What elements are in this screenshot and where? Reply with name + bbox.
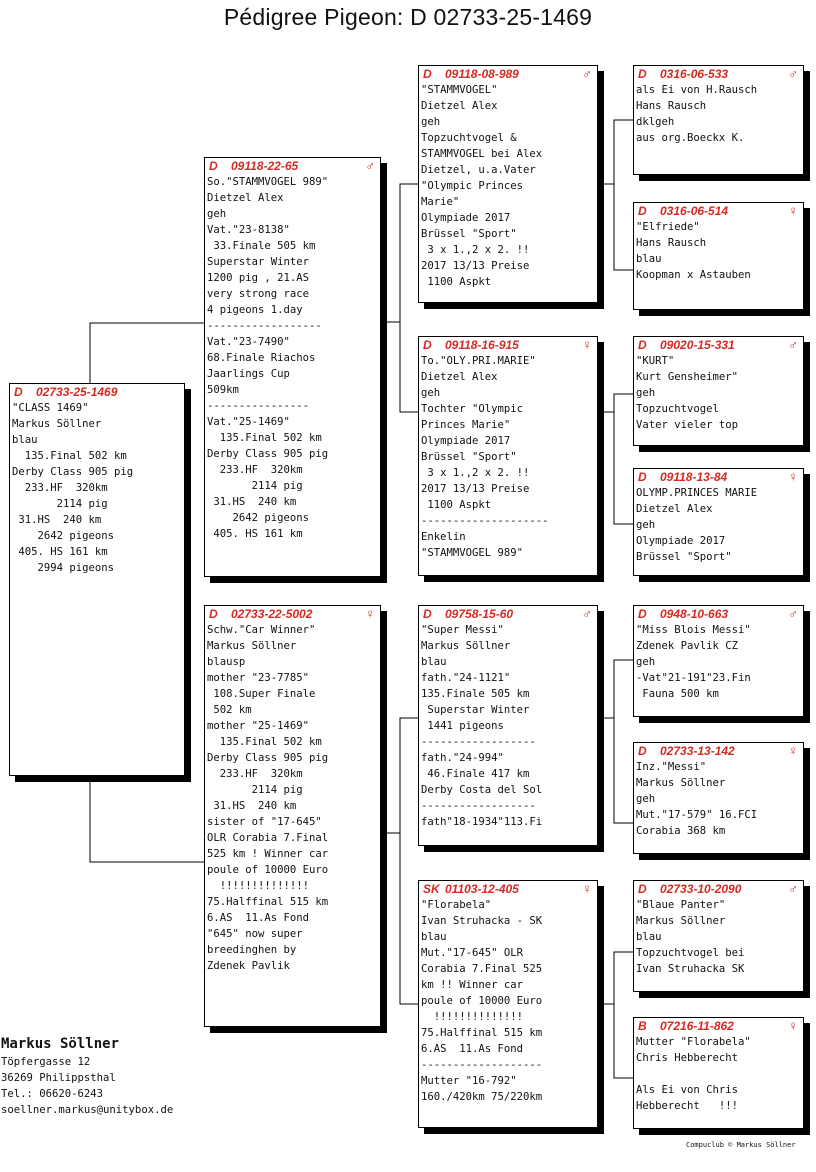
country-prefix: D: [14, 385, 23, 399]
male-icon: ♂: [788, 606, 798, 621]
pigeon-details: Inz."Messi" Markus Söllner geh Mut."17-579" 16.FCI Corabia 368 km: [636, 761, 758, 837]
pigeon-details: "Miss Blois Messi" Zdenek Pavlik CZ geh -Vat"21-191"23.Fin Fauna 500 km: [636, 624, 751, 700]
pigeon-details: "Elfriede" Hans Rausch blau Koopman x Astauben: [636, 221, 751, 281]
pigeon-card-ds-sire[interactable]: [633, 605, 804, 717]
card-header: [205, 158, 380, 174]
card-header: [419, 66, 597, 82]
ring-number: 0316-06-533: [660, 67, 729, 81]
country-prefix: D: [209, 607, 218, 621]
pigeon-card-sd-sire[interactable]: [633, 336, 804, 446]
pigeon-details: To."OLY.PRI.MARIE" Dietzel Alex geh Tochter "Olympic Princes Marie" Olympiade 2017 Brüssel "Sport" 3 x 1.,2 x 2. !! 2017 13/13 Preise 1100 Aspkt -------------------- Enkelin "STAMMVOGEL 989": [421, 355, 549, 559]
pigeon-card-sire[interactable]: [204, 157, 381, 577]
pigeon-details: "Super Messi" Markus Söllner blau fath."24-1121" 135.Finale 505 km Superstar Winter 1441 pigeons ------------------ fath."24-994" 46.Finale 417 km Derby Costa del Sol ------------------ fath"18-1934"113.Fi: [421, 624, 543, 828]
male-icon: ♂: [788, 66, 798, 81]
card-header: [205, 606, 380, 622]
pigeon-card-ss-dam[interactable]: [633, 202, 804, 310]
female-icon: ♀: [582, 881, 592, 896]
owner-street: Töpfergasse 12: [1, 1056, 91, 1068]
ring-number: 01103-12-405: [445, 882, 519, 896]
ring-number: 09118-16-915: [445, 338, 519, 352]
card-header: [634, 606, 803, 622]
ring-number: 02733-10-2090: [660, 882, 742, 896]
country-prefix: D: [638, 470, 647, 484]
country-prefix: D: [638, 744, 647, 758]
owner-email: soellner.markus@unitybox.de: [1, 1104, 174, 1116]
country-prefix: D: [638, 607, 647, 621]
country-prefix: D: [423, 338, 432, 352]
country-prefix: SK: [423, 882, 440, 896]
pigeon-card-sd-dam[interactable]: [633, 468, 804, 576]
country-prefix: D: [423, 67, 432, 81]
pigeon-details: "Florabela" Ivan Struhacka - SK blau Mut."17-645" OLR Corabia 7.Final 525 km !! Winner car poule of 10000 Euro !!!!!!!!!!!!!! 75.Halffinal 515 km 6.AS 11.As Fond ------------------- Mutter "16-792" 160./420km 75/220km: [421, 899, 543, 1103]
ring-number: 02733-25-1469: [36, 385, 118, 399]
pigeon-details: "CLASS 1469" Markus Söllner blau 135.Final 502 km Derby Class 905 pig 233.HF 320km 2114 pig 31.HS 240 km 2642 pigeons 405. HS 161 km 2994 pigeons: [12, 402, 134, 574]
card-header: [634, 1018, 803, 1034]
female-icon: ♀: [788, 203, 798, 218]
ring-number: 09118-08-989: [445, 67, 519, 81]
card-header: [634, 337, 803, 353]
ring-number: 09020-15-331: [660, 338, 735, 352]
card-header: [634, 881, 803, 897]
ring-number: 02733-22-5002: [231, 607, 313, 621]
pigeon-details: OLYMP.PRINCES MARIE Dietzel Alex geh Olympiade 2017 Brüssel "Sport": [636, 487, 758, 563]
card-header: [419, 337, 597, 353]
female-icon: ♀: [788, 469, 798, 484]
pigeon-details: "Blaue Panter" Markus Söllner blau Topzuchtvogel bei Ivan Struhacka SK: [636, 899, 745, 975]
pigeon-card-ds-dam[interactable]: [633, 742, 804, 854]
female-icon: ♀: [365, 606, 375, 621]
card-header: [419, 606, 597, 622]
pigeon-details: "KURT" Kurt Gensheimer" geh Topzuchtvogel Vater vieler top: [636, 355, 739, 431]
owner-city: 36269 Philippsthal: [1, 1072, 116, 1084]
pigeon-card-ss-sire[interactable]: [633, 65, 804, 175]
pigeon-details: Mutter "Florabela" Chris Hebberecht Als Ei von Chris Hebberecht !!!: [636, 1036, 751, 1112]
female-icon: ♀: [582, 337, 592, 352]
card-header: [10, 384, 184, 400]
ring-number: 0316-06-514: [660, 204, 729, 218]
card-header: [634, 469, 803, 485]
pigeon-card-subject[interactable]: [9, 383, 185, 776]
ring-number: 09118-13-84: [660, 470, 728, 484]
pigeon-card-dam-dam[interactable]: [418, 880, 598, 1128]
footer-credit: Compuclub © Markus Söllner: [686, 1141, 796, 1149]
pigeon-card-dd-sire[interactable]: [633, 880, 804, 992]
ring-number: 0948-10-663: [660, 607, 729, 621]
country-prefix: D: [423, 607, 432, 621]
owner-address-block: [1, 1034, 173, 1118]
owner-phone: Tel.: 06620-6243: [1, 1088, 104, 1100]
female-icon: ♀: [788, 1018, 798, 1033]
page-title: Pédigree Pigeon: D 02733-25-1469: [223, 4, 593, 30]
card-header: [634, 66, 803, 82]
ring-number: 09118-22-65: [231, 159, 299, 173]
country-prefix: B: [638, 1019, 647, 1033]
country-prefix: D: [638, 204, 647, 218]
country-prefix: D: [638, 67, 647, 81]
pigeon-details: So."STAMMVOGEL 989" Dietzel Alex geh Vat."23-8138" 33.Finale 505 km Superstar Winter 1200 pig , 21.AS very strong race 4 pigeons 1.day ------------------ Vat."23-7490" 68.Finale Riachos Jaarlings Cup 509km ---------------- Vat."25-1469" 135.Final 502 km Derby Class 905 pig 233.HF 320km 2114 pig 31.HS 240 km 2642 pigeons 405. HS 161 km: [207, 176, 329, 540]
pigeon-card-sire-dam[interactable]: [418, 336, 598, 576]
ring-number: 09758-15-60: [445, 607, 514, 621]
owner-name: Markus Söllner: [1, 1036, 120, 1052]
country-prefix: D: [638, 338, 647, 352]
pigeon-card-dam-sire[interactable]: [418, 605, 598, 846]
card-header: [634, 743, 803, 759]
male-icon: ♂: [365, 158, 375, 173]
ring-number: 07216-11-862: [660, 1019, 734, 1033]
pigeon-card-dam[interactable]: [204, 605, 381, 1027]
male-icon: ♂: [788, 881, 798, 896]
male-icon: ♂: [582, 66, 592, 81]
card-header: [634, 203, 803, 219]
pigeon-card-dd-dam[interactable]: [633, 1017, 804, 1129]
male-icon: ♂: [582, 606, 592, 621]
pigeon-details: "STAMMVOGEL" Dietzel Alex geh Topzuchtvogel & STAMMVOGEL bei Alex Dietzel, u.a.Vater "Olympic Princes Marie" Olympiade 2017 Brüssel "Sport" 3 x 1.,2 x 2. !! 2017 13/13 Preise 1100 Aspkt: [421, 84, 543, 288]
card-header: [419, 881, 597, 897]
pigeon-details: als Ei von H.Rausch Hans Rausch dklgeh aus org.Boeckx K.: [636, 84, 758, 144]
country-prefix: D: [209, 159, 218, 173]
pigeon-card-sire-sire[interactable]: [418, 65, 598, 303]
pigeon-details: Schw."Car Winner" Markus Söllner blausp mother "23-7785" 108.Super Finale 502 km mother "25-1469" 135.Final 502 km Derby Class 905 pig 233.HF 320km 2114 pig 31.HS 240 km sister of "17-645" OLR Corabia 7.Final 525 km ! Winner car poule of 10000 Euro !!!!!!!!!!!!!! 75.Halffinal 515 km 6.AS 11.As Fond "645" now super breedinghen by Zdenek Pavlik: [207, 624, 329, 972]
country-prefix: D: [638, 882, 647, 896]
ring-number: 02733-13-142: [660, 744, 735, 758]
male-icon: ♂: [788, 337, 798, 352]
female-icon: ♀: [788, 743, 798, 758]
